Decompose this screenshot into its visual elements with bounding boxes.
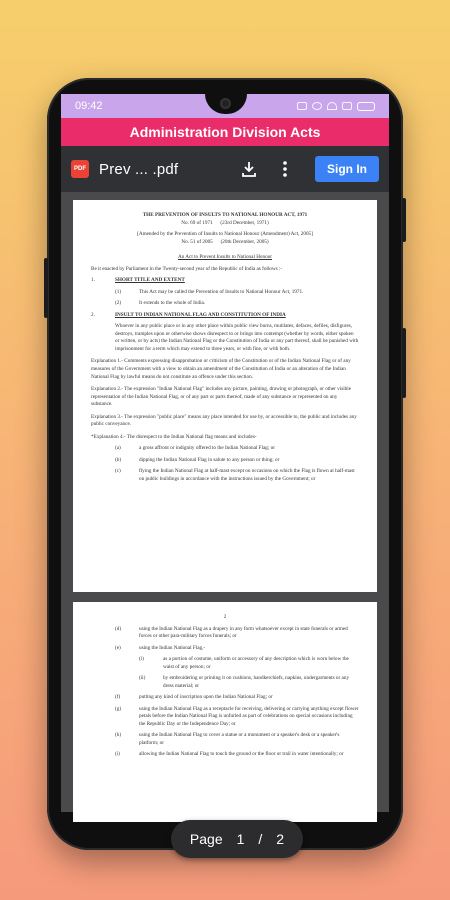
phone-frame	[47, 78, 403, 850]
explanation-3: Explanation 3.- The expression "public place" means any place intended for use by, or accessible to, the public and includes any public conveyance.	[91, 413, 357, 428]
doc-no2: No. 51 of 2005	[181, 238, 213, 245]
subitem-number: (ii)	[139, 675, 146, 682]
signal-icon	[342, 102, 352, 110]
item-number: (g)	[115, 705, 122, 712]
side-button	[402, 328, 406, 398]
pdf-viewer[interactable]	[61, 192, 389, 847]
section-heading: SHORT TITLE AND EXTENT	[115, 277, 185, 284]
section-number: 2.	[91, 311, 95, 318]
clause-number: (1)	[115, 288, 122, 295]
doc-amended: [Amended by the Prevention of Insults to National Honour (Amendment) Act, 2005]	[137, 231, 313, 238]
subitem-text: by embroidering or printing it on cushions, handkerchiefs, napkins, undergarments or any dress material; or	[163, 675, 350, 689]
sign-in-button[interactable]: Sign In	[315, 156, 379, 182]
page-label: Page	[189, 831, 223, 847]
item-text: using the Indian National Flag,-	[139, 644, 206, 651]
item-text: a gross affront or indignity offered to the Indian National Flag; or	[139, 445, 275, 452]
app-title: Administration Division Acts	[61, 118, 389, 146]
pdf-toolbar	[61, 146, 389, 192]
item-number: (d)	[115, 625, 122, 632]
doc-title: THE PREVENTION OF INSULTS TO NATIONAL HONOUR ACT, 1971	[142, 212, 308, 218]
subitem-number: (i)	[139, 656, 144, 663]
pdf-file-icon: PDF	[71, 160, 89, 178]
item-text: dipping the Indian National Flag in salute to any person or thing; or	[139, 456, 280, 463]
wifi-icon	[327, 102, 337, 110]
item-text: using the Indian National Flag as a drapery in any form whatsoever except in state funerals or armed forces or other para-military forces funerals; or	[139, 625, 348, 640]
clause-number: (2)	[115, 300, 122, 307]
doc-no: No. 69 of 1971	[181, 219, 213, 226]
page-separator: /	[258, 831, 263, 847]
clause-text: This Act may be called the Prevention of Insults to National Honour Act, 1971.	[139, 288, 304, 295]
section-number: 1.	[91, 277, 95, 284]
status-time: 09:42	[75, 100, 103, 112]
page-number: 2	[223, 614, 227, 620]
status-icons	[297, 102, 375, 111]
doc-enact: Be it enacted by Parliament in the Twenty-second year of the Republic of India as follows :-	[91, 265, 283, 272]
volume-button	[44, 258, 48, 318]
doc-date2: (20th December, 2005)	[220, 238, 269, 245]
item-number: (a)	[115, 445, 121, 452]
sim-icon	[297, 102, 307, 110]
item-number: (f)	[115, 694, 121, 701]
subitem-text: as a portion of costume, uniform or accessory of any description which is worn below the waist of any person; or	[163, 656, 349, 670]
item-text: putting any kind of inscription upon the Indian National Flag; or	[139, 694, 273, 701]
section-heading: INSULT TO INDIAN NATIONAL FLAG AND CONSTITUTION OF INDIA	[115, 311, 286, 318]
page-indicator	[171, 820, 303, 858]
item-text: using the Indian National Flag as a receptacle for receiving, delivering or carrying anything except flower petals before the Indian National Flag is unfurled as part of celebrations on special occasions including the Republic Day or the Independence Day; or	[139, 705, 359, 727]
current-page: 1	[236, 831, 245, 847]
download-icon[interactable]	[235, 155, 263, 183]
alarm-icon	[312, 102, 322, 110]
power-button	[402, 198, 406, 242]
item-text: allowing the Indian National Flag to touch the ground or the floor or trail in water intentionally; or	[139, 751, 344, 758]
item-number: (h)	[115, 732, 122, 739]
section-text: Whoever in any public place or in any other place within public view burns, mutilates, defaces, defiles, disfigures, destroys, tramples upon or otherwise shows disrespect to or brings into contempt (whether by words, either spoken or written, or by acts) the Indian National Flag or the Constitution of India or any part thereof, shall be punished with imprisonment for a term which may extend to three years, or with fine, or with both.	[115, 323, 359, 352]
explanation-2: Explanation 2.- The expression "Indian National Flag" includes any picture, painting, drawing or photograph, or other visible representation of the Indian National Flag, or of any part or parts thereof, made of any substance or represented on any substance.	[91, 386, 351, 408]
total-pages: 2	[276, 831, 285, 847]
explanation-4: *Explanation 4.- The disrespect to the Indian National flag means and includes-	[91, 433, 257, 440]
item-text: using the Indian National Flag to cover a statue or a monument or a speaker's desk or a speaker's platform; or	[139, 732, 340, 746]
explanation-1: Explanation 1.- Comments expressing disapprobation or criticism of the Constitution or of the Indian National Flag or of any measures of the Government with a view to obtain an amendment of the Constitution of India or an alteration of the Indian National Flag by lawful means do not constitute an offence under this section.	[91, 358, 351, 380]
doc-heading: An Act to Prevent Insults to National Honour	[177, 254, 273, 261]
pdf-page-1	[73, 200, 377, 592]
doc-date1: (23rd December, 1971)	[220, 219, 269, 226]
item-text: flying the Indian National Flag at half-mast except on occasions on which the Flag is flown at half-mast on public buildings in accordance with the instructions issued by the Government; or	[139, 468, 355, 482]
clause-text: It extends to the whole of India.	[139, 300, 206, 307]
screen	[61, 94, 389, 847]
item-number: (c)	[115, 468, 121, 475]
more-menu-icon[interactable]	[271, 155, 299, 183]
file-name: Prev ... .pdf	[99, 160, 179, 178]
item-number: (b)	[115, 456, 122, 463]
camera-icon	[220, 98, 231, 109]
pdf-page-2	[73, 602, 377, 822]
item-number: (i)	[115, 751, 120, 758]
battery-icon	[357, 102, 375, 111]
item-number: (e)	[115, 644, 121, 651]
